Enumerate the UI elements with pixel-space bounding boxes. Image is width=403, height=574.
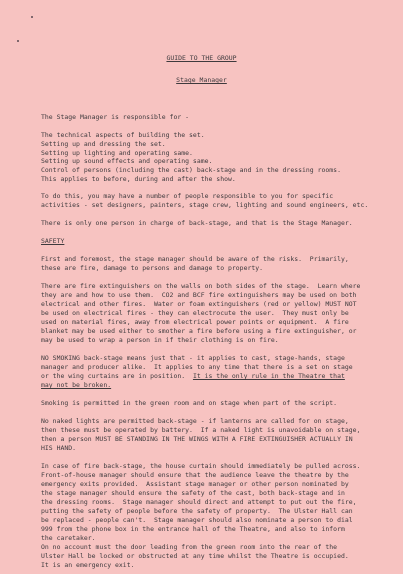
safety-heading: SAFETY [41, 237, 65, 245]
margin-mark [31, 16, 33, 18]
duty-line: The technical aspects of building the set. [41, 131, 205, 139]
document-heading: GUIDE TO THE GROUP [166, 54, 237, 62]
body-line: NO SMOKING back-stage means just that - it applies to cast, stage-hands, stage [41, 354, 345, 362]
duty-line: This applies to before, during and after the show. [41, 175, 236, 183]
body-line: putting the safety of people before the safety of property. The Ulster Hall can [41, 507, 353, 515]
body-line: There are fire extinguishers on the walls on both sides of the stage. Learn where [41, 282, 361, 290]
body-line: these are fire, damage to persons and damage to property. [41, 264, 264, 272]
duty-line: Control of persons (including the cast) back-stage and in the dressing rooms. [41, 166, 341, 174]
body-line [41, 372, 385, 380]
body-line: First and foremost, the stage manager should be aware of the risks. Primarily, [41, 255, 349, 263]
body-line: Smoking is permitted in the green room and on stage when part of the script. [41, 399, 338, 407]
body-line: activities - set designers, painters, stage crew, lighting and sound engineers, etc. [41, 201, 369, 209]
body-line: be used on electrical fires - they can electrocute the user. They must only be [41, 309, 349, 317]
document-subheading: Stage Manager [176, 76, 227, 84]
body-line: then a person MUST BE STANDING IN THE WINGS WITH A FIRE EXTINGUISHER ACTUALLY IN [41, 435, 353, 443]
body-line: the dressing rooms. Stage manager should direct and attempt to put out the fire, [41, 498, 357, 506]
underlined-rule-text: It is the only rule in the Theatre that [192, 372, 345, 380]
body-line: be replaced - people can't. Stage manager should also nominate a person to dial [41, 516, 353, 524]
body-line: In case of fire back-stage, the house curtain should immediately be pulled across. [41, 462, 361, 470]
body-line: HIS HAND. [41, 444, 77, 452]
body-line: Ulster Hall be locked or obstructed at any time whilst the Theatre is occupied. [41, 552, 349, 560]
body-line: blanket may be used either to smother a fire before using a fire extinguisher, or [41, 327, 357, 335]
body-line: used on material fires, away from electrical power points or equipment. A fire [41, 318, 349, 326]
duty-line: Setting up sound effects and operating same. [41, 157, 213, 165]
body-line: On no account must the door leading from the green room into the rear of the [41, 543, 338, 551]
margin-mark [17, 40, 19, 42]
underlined-rule-text: may not be broken. [41, 381, 112, 389]
body-line: they are and how to use them. CO2 and BCF fire extinguishers may be used on both [41, 291, 357, 299]
body-line: To do this, you may have a number of people responsible to you for specific [41, 192, 334, 200]
body-line: the stage manager should ensure the safety of the cast, both back-stage and in [41, 489, 345, 497]
body-line: It is an emergency exit. [41, 561, 135, 569]
body-line: electrical and other fires. Water or foam extinguishers (red or yellow) MUST NOT [41, 300, 357, 308]
body-line: emergency exits provided. Assistant stage manager or other person nominated by [41, 480, 349, 488]
body-line: Front-of-house manager should ensure that the audience leave the theatre by the [41, 471, 349, 479]
duty-line: Setting up lighting and operating same. [41, 149, 193, 157]
body-text: or the wing curtains are in position. [41, 372, 186, 380]
body-line: There is only one person in charge of back-stage, and that is the Stage Manager. [41, 219, 353, 227]
body-line: then these must be operated by battery. If a naked light is unavoidable on stage, [41, 426, 361, 434]
intro-line: The Stage Manager is responsible for - [41, 113, 190, 121]
body-line: may be used to wrap a person in if their clothing is on fire. [41, 336, 279, 344]
body-line: No naked lights are permitted back-stage - if lanterns are called for on stage, [41, 417, 349, 425]
duty-line: Setting up and dressing the set. [41, 140, 166, 148]
body-line: the caretaker. [41, 534, 96, 542]
body-line: manager and producer alike. It applies to any time that there is a set on stage [41, 363, 353, 371]
body-line: 999 from the phone box in the entrance hall of the Theatre, and also to inform [41, 525, 345, 533]
